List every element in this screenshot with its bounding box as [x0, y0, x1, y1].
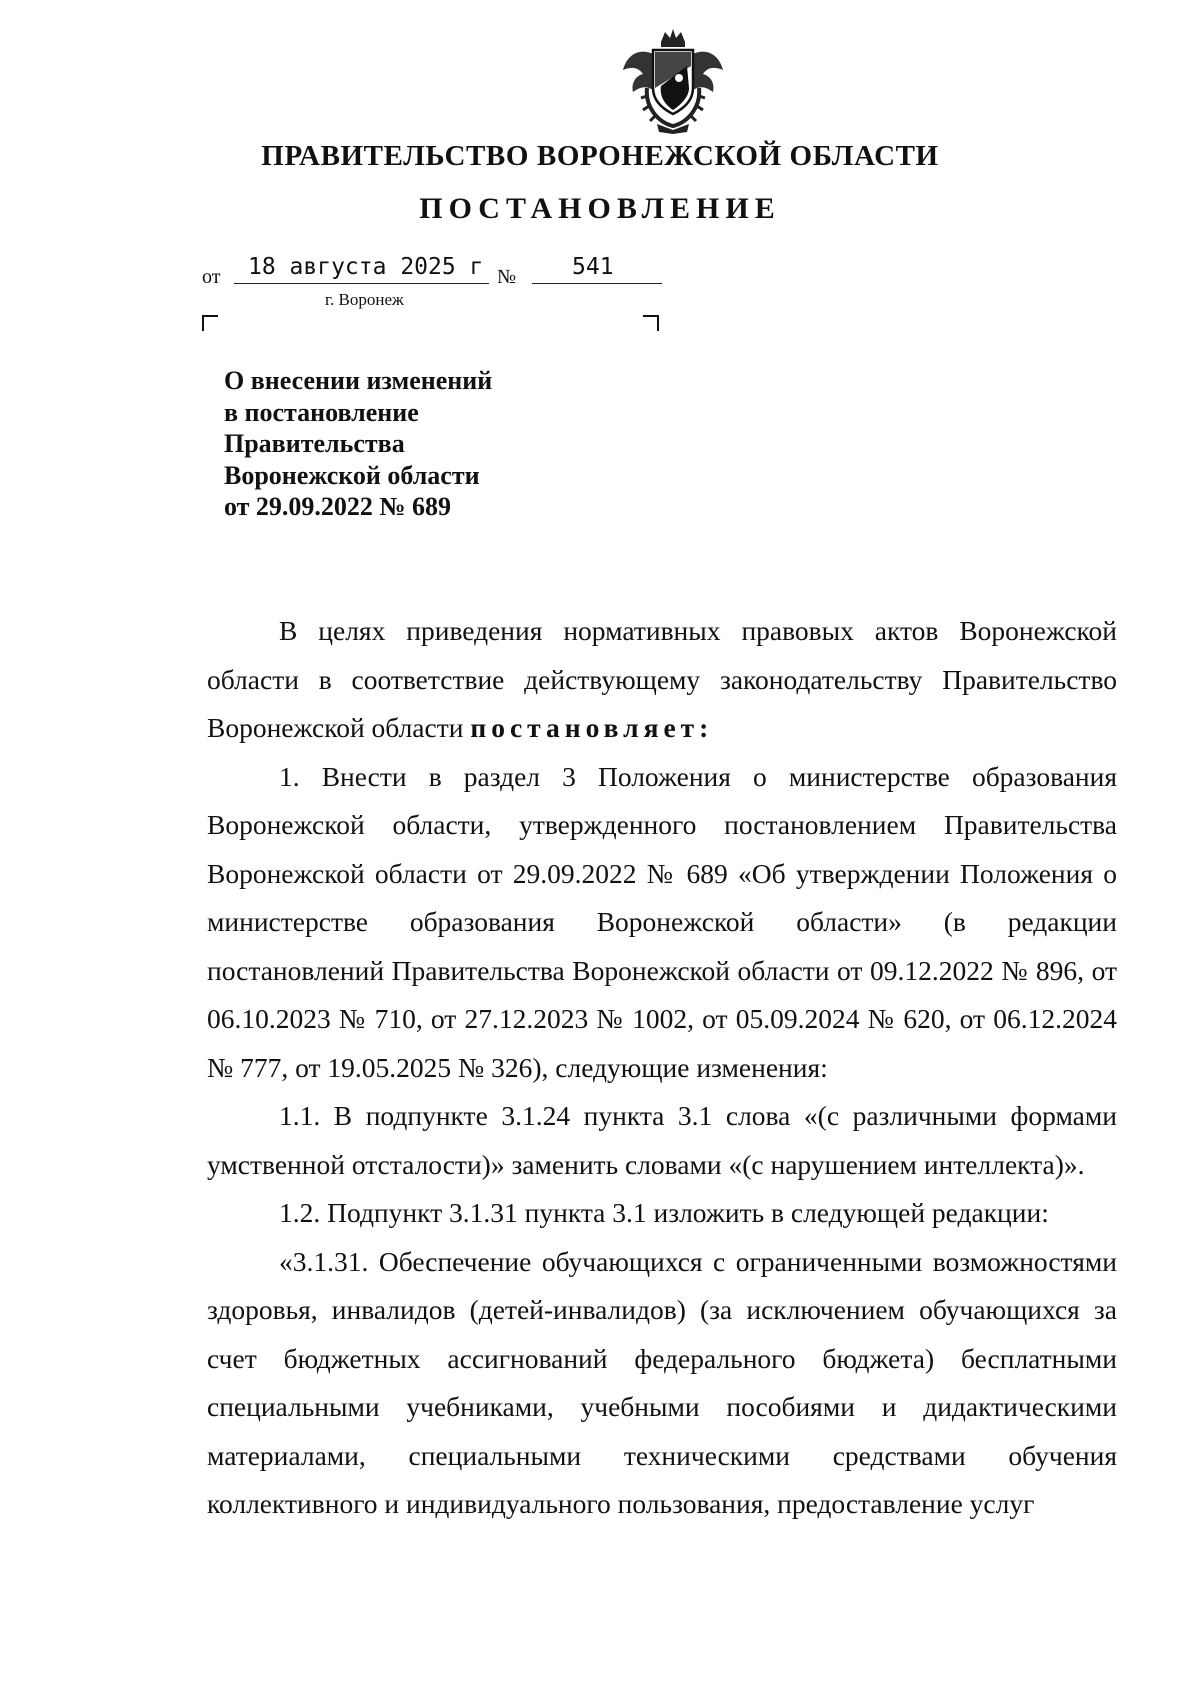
subitem-3-1-31-paragraph: «3.1.31. Обеспечение обучающихся с ограниченными возможностями здоровья, инвалидов (детей-инвалидов) (за исключением обучающихся за счет бюджетных ассигнований федерального бюджета) бесплатными специальными учебниками, учебными пособиями и дидактическими материалами, специальными техническими средствами обучения коллективного и индивидуального пользования, предоставление услуг — [207, 1245, 1117, 1519]
subject-line: Правительства — [224, 429, 405, 458]
item-1-paragraph: 1. Внести в раздел 3 Положения о министерстве образования Воронежской области, утвержденного постановлением Правительства Воронежской области от 29.09.2022 № 689 «Об утверждении Положения о министерстве образования Воронежской области» (в редакции постановлений Правительства Воронежской области от 09.12.2022 № 896, от 06.10.2023 № 710, от 27.12.2023 № 1002, от 05.09.2024 № 620, от 06.12.2024 № 777, от 19.05.2025 № 326), следующие изменения: — [207, 760, 1117, 1083]
number-sign: № — [497, 266, 517, 288]
corner-mark-right — [643, 315, 659, 331]
subject-line: О внесении изменений — [224, 366, 493, 395]
subject-line: Воронежской области — [224, 460, 480, 490]
subject-line: в постановление — [224, 397, 419, 427]
corner-mark-left — [202, 315, 218, 331]
date-prefix: от — [202, 266, 221, 288]
city-label: г. Воронеж — [325, 290, 404, 309]
document-number: 541 — [532, 254, 662, 284]
document-subject — [224, 365, 492, 523]
preamble-paragraph — [207, 607, 1117, 753]
item-1-2-paragraph: 1.2. Подпункт 3.1.31 пункта 3.1 изложить в следующей редакции: — [279, 1197, 1049, 1228]
document-date: 18 августа 2025 г — [234, 254, 489, 284]
item-1-1-paragraph: 1.1. В подпункте 3.1.24 пункта 3.1 слова «(с различными формами умственной отсталости)» заменить словами «(с нарушением интеллекта)». — [207, 1100, 1117, 1180]
subject-line: от 29.09.2022 № 689 — [224, 492, 452, 521]
organization-title: ПРАВИТЕЛЬСТВО ВОРОНЕЖСКОЙ ОБЛАСТИ — [261, 140, 939, 172]
coat-of-arms-icon — [617, 26, 729, 134]
document-body — [207, 607, 1117, 1529]
registration-line — [202, 254, 672, 288]
preamble-text: В целях приведения нормативных правовых актов Воронежской области в соответствие действующему законодательству Правительство Воронежской области — [207, 615, 1117, 743]
resolution-keyword: постановляет: — [470, 712, 714, 743]
document-type-title: ПОСТАНОВЛЕНИЕ — [419, 192, 781, 225]
